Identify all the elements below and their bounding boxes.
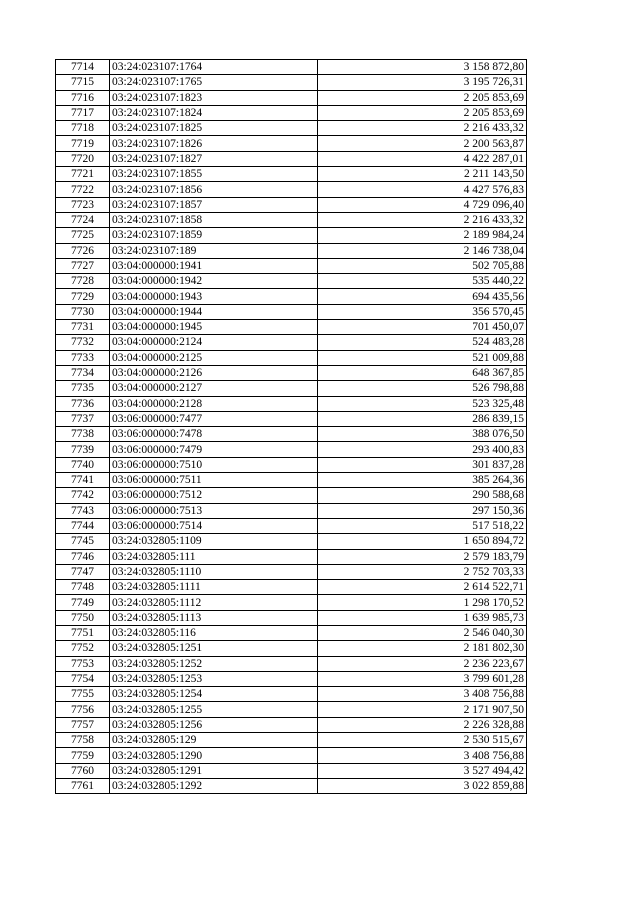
table-row [56, 763, 527, 778]
table-row [56, 733, 527, 748]
row-number-cell: 7761 [56, 778, 110, 793]
row-number-cell: 7748 [56, 580, 110, 595]
row-number-cell: 7739 [56, 442, 110, 457]
cadastral-number-cell: 03:04:000000:2125 [110, 350, 318, 365]
cadastral-value-cell: 3 022 859,88 [318, 778, 527, 793]
cadastral-number-cell: 03:06:000000:7510 [110, 457, 318, 472]
cadastral-value-cell: 2 530 515,67 [318, 733, 527, 748]
table-row [56, 564, 527, 579]
cadastral-number-cell: 03:24:023107:1857 [110, 197, 318, 212]
cadastral-value-cell: 2 216 433,32 [318, 121, 527, 136]
cadastral-number-cell: 03:04:000000:2128 [110, 396, 318, 411]
row-number-cell: 7728 [56, 274, 110, 289]
cadastral-number-cell: 03:24:032805:1113 [110, 610, 318, 625]
row-number-cell: 7724 [56, 212, 110, 227]
cadastral-value-cell: 290 588,68 [318, 488, 527, 503]
table-row [56, 274, 527, 289]
cadastral-value-cell: 2 236 223,67 [318, 656, 527, 671]
table-row [56, 289, 527, 304]
row-number-cell: 7745 [56, 534, 110, 549]
row-number-cell: 7737 [56, 411, 110, 426]
row-number-cell: 7757 [56, 717, 110, 732]
table-row [56, 473, 527, 488]
cadastral-number-cell: 03:24:032805:116 [110, 625, 318, 640]
cadastral-number-cell: 03:24:023107:1827 [110, 151, 318, 166]
row-number-cell: 7731 [56, 320, 110, 335]
table-row [56, 320, 527, 335]
table-row [56, 167, 527, 182]
cadastral-value-cell: 286 839,15 [318, 411, 527, 426]
row-number-cell: 7738 [56, 427, 110, 442]
row-number-cell: 7758 [56, 733, 110, 748]
cadastral-number-cell: 03:24:032805:1292 [110, 778, 318, 793]
table-row [56, 610, 527, 625]
row-number-cell: 7741 [56, 473, 110, 488]
cadastral-value-cell: 2 189 984,24 [318, 228, 527, 243]
cadastral-value-cell: 3 799 601,28 [318, 671, 527, 686]
cadastral-value-cell: 502 705,88 [318, 258, 527, 273]
table-row [56, 687, 527, 702]
table-row [56, 778, 527, 793]
cadastral-number-cell: 03:24:032805:1112 [110, 595, 318, 610]
cadastral-number-cell: 03:04:000000:2126 [110, 365, 318, 380]
cadastral-number-cell: 03:24:032805:111 [110, 549, 318, 564]
table-row [56, 258, 527, 273]
cadastral-number-cell: 03:24:032805:1252 [110, 656, 318, 671]
row-number-cell: 7716 [56, 90, 110, 105]
cadastral-value-cell: 356 570,45 [318, 304, 527, 319]
cadastral-number-cell: 03:06:000000:7512 [110, 488, 318, 503]
row-number-cell: 7714 [56, 60, 110, 75]
cadastral-number-cell: 03:24:032805:1255 [110, 702, 318, 717]
cadastral-value-cell: 3 158 872,80 [318, 60, 527, 75]
cadastral-value-cell: 4 729 096,40 [318, 197, 527, 212]
row-number-cell: 7756 [56, 702, 110, 717]
table-row [56, 365, 527, 380]
cadastral-value-cell: 2 205 853,69 [318, 105, 527, 120]
table-row [56, 625, 527, 640]
cadastral-value-cell: 517 518,22 [318, 518, 527, 533]
row-number-cell: 7729 [56, 289, 110, 304]
cadastral-value-table [55, 59, 527, 794]
cadastral-number-cell: 03:24:032805:1110 [110, 564, 318, 579]
cadastral-value-cell: 388 076,50 [318, 427, 527, 442]
row-number-cell: 7753 [56, 656, 110, 671]
cadastral-number-cell: 03:04:000000:1943 [110, 289, 318, 304]
cadastral-value-cell: 648 367,85 [318, 365, 527, 380]
cadastral-value-cell: 1 639 985,73 [318, 610, 527, 625]
row-number-cell: 7759 [56, 748, 110, 763]
cadastral-number-cell: 03:24:023107:1855 [110, 167, 318, 182]
table-row [56, 228, 527, 243]
table-row [56, 534, 527, 549]
cadastral-value-cell: 3 408 756,88 [318, 748, 527, 763]
cadastral-number-cell: 03:06:000000:7478 [110, 427, 318, 442]
row-number-cell: 7721 [56, 167, 110, 182]
cadastral-number-cell: 03:24:032805:1254 [110, 687, 318, 702]
cadastral-value-cell: 2 171 907,50 [318, 702, 527, 717]
row-number-cell: 7718 [56, 121, 110, 136]
row-number-cell: 7725 [56, 228, 110, 243]
table-row [56, 442, 527, 457]
table-row [56, 197, 527, 212]
cadastral-number-cell: 03:24:032805:1251 [110, 641, 318, 656]
table-row [56, 136, 527, 151]
cadastral-number-cell: 03:06:000000:7514 [110, 518, 318, 533]
row-number-cell: 7722 [56, 182, 110, 197]
table-row [56, 381, 527, 396]
cadastral-value-cell: 297 150,36 [318, 503, 527, 518]
cadastral-value-cell: 2 579 183,79 [318, 549, 527, 564]
row-number-cell: 7746 [56, 549, 110, 564]
table-row [56, 580, 527, 595]
table-row [56, 304, 527, 319]
row-number-cell: 7723 [56, 197, 110, 212]
table-row [56, 427, 527, 442]
table-row [56, 457, 527, 472]
table-row [56, 151, 527, 166]
row-number-cell: 7720 [56, 151, 110, 166]
cadastral-value-cell: 535 440,22 [318, 274, 527, 289]
cadastral-number-cell: 03:24:023107:1859 [110, 228, 318, 243]
table-row [56, 75, 527, 90]
row-number-cell: 7742 [56, 488, 110, 503]
row-number-cell: 7747 [56, 564, 110, 579]
table-row [56, 350, 527, 365]
table-row [56, 717, 527, 732]
table-row [56, 641, 527, 656]
cadastral-number-cell: 03:24:032805:1253 [110, 671, 318, 686]
table-row [56, 90, 527, 105]
cadastral-value-cell: 2 146 738,04 [318, 243, 527, 258]
cadastral-number-cell: 03:04:000000:2127 [110, 381, 318, 396]
table-row [56, 503, 527, 518]
cadastral-number-cell: 03:06:000000:7513 [110, 503, 318, 518]
cadastral-number-cell: 03:24:023107:1764 [110, 60, 318, 75]
row-number-cell: 7734 [56, 365, 110, 380]
table-row [56, 182, 527, 197]
cadastral-number-cell: 03:06:000000:7477 [110, 411, 318, 426]
cadastral-number-cell: 03:24:023107:1825 [110, 121, 318, 136]
cadastral-value-cell: 526 798,88 [318, 381, 527, 396]
table-row [56, 488, 527, 503]
cadastral-number-cell: 03:04:000000:1945 [110, 320, 318, 335]
cadastral-value-cell: 2 226 328,88 [318, 717, 527, 732]
cadastral-value-cell: 2 181 802,30 [318, 641, 527, 656]
cadastral-number-cell: 03:24:023107:1858 [110, 212, 318, 227]
table-row [56, 396, 527, 411]
cadastral-number-cell: 03:24:032805:1109 [110, 534, 318, 549]
cadastral-value-cell: 2 546 040,30 [318, 625, 527, 640]
table-row [56, 105, 527, 120]
cadastral-value-cell: 524 483,28 [318, 335, 527, 350]
row-number-cell: 7727 [56, 258, 110, 273]
table-row [56, 243, 527, 258]
cadastral-number-cell: 03:24:023107:1765 [110, 75, 318, 90]
cadastral-value-cell: 1 298 170,52 [318, 595, 527, 610]
cadastral-number-cell: 03:24:032805:1256 [110, 717, 318, 732]
cadastral-number-cell: 03:06:000000:7479 [110, 442, 318, 457]
row-number-cell: 7733 [56, 350, 110, 365]
cadastral-value-cell: 2 614 522,71 [318, 580, 527, 595]
table-row [56, 335, 527, 350]
cadastral-number-cell: 03:04:000000:1941 [110, 258, 318, 273]
row-number-cell: 7743 [56, 503, 110, 518]
cadastral-value-cell: 523 325,48 [318, 396, 527, 411]
cadastral-value-cell: 3 408 756,88 [318, 687, 527, 702]
row-number-cell: 7755 [56, 687, 110, 702]
table-row [56, 702, 527, 717]
row-number-cell: 7732 [56, 335, 110, 350]
row-number-cell: 7736 [56, 396, 110, 411]
row-number-cell: 7715 [56, 75, 110, 90]
cadastral-number-cell: 03:04:000000:1942 [110, 274, 318, 289]
row-number-cell: 7719 [56, 136, 110, 151]
cadastral-value-cell: 1 650 894,72 [318, 534, 527, 549]
row-number-cell: 7717 [56, 105, 110, 120]
table-row [56, 212, 527, 227]
table-row [56, 60, 527, 75]
table-row [56, 671, 527, 686]
cadastral-value-cell: 385 264,36 [318, 473, 527, 488]
row-number-cell: 7750 [56, 610, 110, 625]
cadastral-number-cell: 03:04:000000:1944 [110, 304, 318, 319]
table-row [56, 656, 527, 671]
cadastral-value-cell: 2 216 433,32 [318, 212, 527, 227]
row-number-cell: 7730 [56, 304, 110, 319]
row-number-cell: 7740 [56, 457, 110, 472]
table-row [56, 748, 527, 763]
cadastral-number-cell: 03:24:032805:1291 [110, 763, 318, 778]
cadastral-value-cell: 701 450,07 [318, 320, 527, 335]
cadastral-value-cell: 2 211 143,50 [318, 167, 527, 182]
cadastral-value-cell: 521 009,88 [318, 350, 527, 365]
cadastral-number-cell: 03:24:023107:1856 [110, 182, 318, 197]
cadastral-number-cell: 03:24:023107:1823 [110, 90, 318, 105]
cadastral-value-cell: 3 195 726,31 [318, 75, 527, 90]
cadastral-number-cell: 03:24:023107:189 [110, 243, 318, 258]
table-row [56, 595, 527, 610]
cadastral-number-cell: 03:24:032805:1290 [110, 748, 318, 763]
cadastral-number-cell: 03:04:000000:2124 [110, 335, 318, 350]
row-number-cell: 7744 [56, 518, 110, 533]
row-number-cell: 7752 [56, 641, 110, 656]
cadastral-value-cell: 4 422 287,01 [318, 151, 527, 166]
table-row [56, 518, 527, 533]
cadastral-value-cell: 2 752 703,33 [318, 564, 527, 579]
row-number-cell: 7751 [56, 625, 110, 640]
row-number-cell: 7749 [56, 595, 110, 610]
cadastral-number-cell: 03:24:023107:1826 [110, 136, 318, 151]
cadastral-value-cell: 301 837,28 [318, 457, 527, 472]
cadastral-value-cell: 293 400,83 [318, 442, 527, 457]
cadastral-value-cell: 2 205 853,69 [318, 90, 527, 105]
cadastral-number-cell: 03:24:032805:1111 [110, 580, 318, 595]
table-row [56, 121, 527, 136]
cadastral-number-cell: 03:24:023107:1824 [110, 105, 318, 120]
row-number-cell: 7754 [56, 671, 110, 686]
cadastral-value-cell: 4 427 576,83 [318, 182, 527, 197]
table-row [56, 411, 527, 426]
cadastral-value-cell: 694 435,56 [318, 289, 527, 304]
table-body [56, 60, 527, 794]
row-number-cell: 7726 [56, 243, 110, 258]
row-number-cell: 7760 [56, 763, 110, 778]
table-row [56, 549, 527, 564]
cadastral-number-cell: 03:24:032805:129 [110, 733, 318, 748]
cadastral-number-cell: 03:06:000000:7511 [110, 473, 318, 488]
row-number-cell: 7735 [56, 381, 110, 396]
cadastral-value-cell: 3 527 494,42 [318, 763, 527, 778]
cadastral-value-cell: 2 200 563,87 [318, 136, 527, 151]
